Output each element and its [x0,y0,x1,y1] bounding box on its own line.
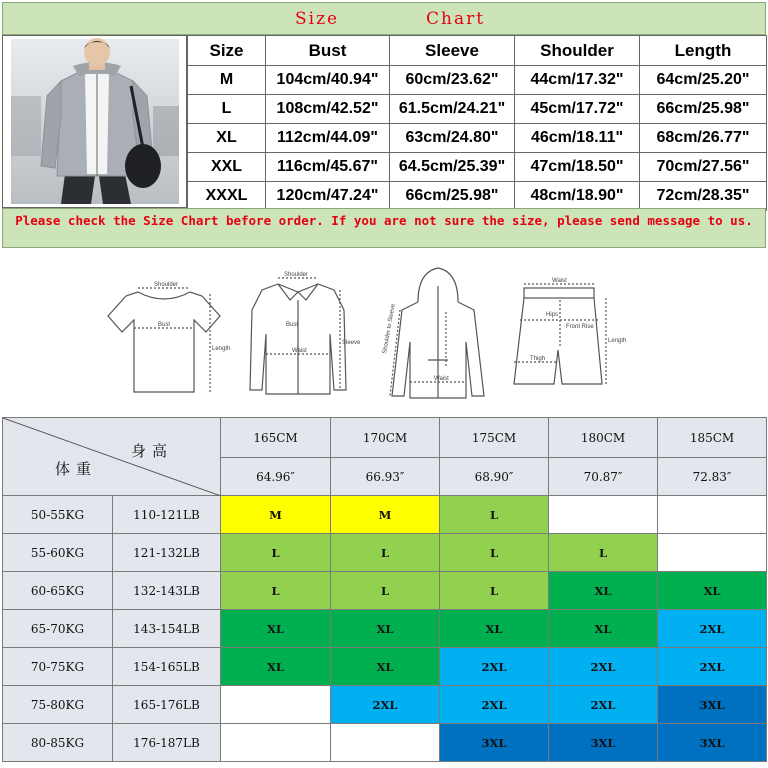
product-photo [2,35,187,208]
label-shoulder: Shoulder [154,282,179,288]
weight-row [3,610,767,648]
weight-kg: 75-80KG [3,686,113,724]
height-cm-175: 175CM [440,418,549,458]
size-cell: 2XL [331,686,440,724]
weight-row [3,496,767,534]
size-cell: L [221,572,331,610]
weight-lb: 132-143LB [113,572,221,610]
corner-header-cell [3,418,221,496]
label-hoodie-waist: Waist [434,376,449,382]
length-value: 68cm/26.77" [640,124,767,153]
shoulder-value: 46cm/18.11" [515,124,640,153]
shoulder-value: 47cm/18.50" [515,153,640,182]
weight-lb: 110-121LB [113,496,221,534]
size-cell [549,496,658,534]
size-cell: XL [221,610,331,648]
label-thigh: Thigh [530,356,546,362]
header-shoulder: Shoulder [515,36,640,66]
height-weight-grid [2,417,767,762]
size-cell: 2XL [440,686,549,724]
height-in-165: 64.96″ [221,458,331,496]
label-waist: Waist [292,348,307,354]
size-cell: 2XL [440,648,549,686]
weight-row [3,724,767,762]
label-shirt-bust: Bust [286,322,299,328]
size-cell: L [549,534,658,572]
title-size: Size [295,9,340,29]
size-cell: XL [331,648,440,686]
weight-row [3,534,767,572]
header-length: Length [640,36,767,66]
height-in-180: 70.87″ [549,458,658,496]
length-value: 70cm/27.56" [640,153,767,182]
table-row [188,95,767,124]
weight-kg: 55-60KG [3,534,113,572]
size-cell: M [221,496,331,534]
size-cell: XL [549,610,658,648]
weight-row [3,686,767,724]
table-row [188,153,767,182]
label-shorts-waist: Waist [552,278,567,284]
size-notice: Please check the Size Chart before order. If you are not sure the size, please send message to us. [2,208,766,248]
size-cell: L [440,572,549,610]
height-cm-row [3,418,767,458]
size-cell: L [331,534,440,572]
size-cell: XL [658,572,767,610]
size-cell [331,724,440,762]
table-row [188,124,767,153]
weight-lb: 165-176LB [113,686,221,724]
label-shirt-shoulder: Shoulder [284,272,309,278]
size-cell: 3XL [658,686,767,724]
shoulder-value: 48cm/18.90" [515,182,640,211]
size-label: XL [188,124,266,153]
size-cell: 3XL [440,724,549,762]
size-cell: XL [549,572,658,610]
size-cell: 2XL [549,686,658,724]
size-cell [658,534,767,572]
shorts-diagram [514,278,626,384]
header-bust: Bust [266,36,390,66]
bust-value: 116cm/45.67" [266,153,390,182]
label-shorts-length: Length [608,338,627,344]
label-front-rise: Front Rise [566,324,594,330]
size-cell: L [331,572,440,610]
weight-lb: 143-154LB [113,610,221,648]
header-size: Size [188,36,266,66]
size-label: XXXL [188,182,266,211]
height-cm-165: 165CM [221,418,331,458]
size-cell [658,496,767,534]
weight-kg: 65-70KG [3,610,113,648]
length-value: 72cm/28.35" [640,182,767,211]
hoodie-diagram [382,268,484,398]
weight-kg: 70-75KG [3,648,113,686]
size-cell: 2XL [658,610,767,648]
weight-row [3,572,767,610]
label-bust: Bust [158,322,171,328]
garment-diagrams [0,250,768,416]
bust-value: 104cm/40.94" [266,66,390,95]
bust-value: 112cm/44.09" [266,124,390,153]
table-row [188,182,767,211]
size-cell: 2XL [549,648,658,686]
size-label: L [188,95,266,124]
size-label: XXL [188,153,266,182]
length-value: 66cm/25.98" [640,95,767,124]
sleeve-value: 64.5cm/25.39" [390,153,515,182]
sleeve-value: 66cm/25.98" [390,182,515,211]
height-in-185: 72.83″ [658,458,767,496]
weight-lb: 154-165LB [113,648,221,686]
bust-value: 120cm/47.24" [266,182,390,211]
table-row [188,66,767,95]
size-table-header-row [188,36,767,66]
weight-lb: 176-187LB [113,724,221,762]
weight-header: 体重 [55,460,98,478]
shoulder-value: 45cm/17.72" [515,95,640,124]
size-cell: 3XL [658,724,767,762]
size-cell [221,686,331,724]
size-cell: 3XL [549,724,658,762]
size-cell: XL [440,610,549,648]
size-cell: L [221,534,331,572]
title-chart: Chart [426,9,486,29]
size-table [187,35,767,211]
shirt-diagram [250,272,361,394]
label-length: Length [212,346,231,352]
size-label: M [188,66,266,95]
size-cell: M [331,496,440,534]
length-value: 64cm/25.20" [640,66,767,95]
size-cell: XL [331,610,440,648]
label-hips: Hips [546,312,559,318]
height-cm-185: 185CM [658,418,767,458]
weight-lb: 121-132LB [113,534,221,572]
shoulder-value: 44cm/17.32" [515,66,640,95]
size-cell: L [440,496,549,534]
height-header: 身高 [131,442,174,460]
height-cm-170: 170CM [331,418,440,458]
sleeve-value: 63cm/24.80" [390,124,515,153]
size-cell: L [440,534,549,572]
header-sleeve: Sleeve [390,36,515,66]
weight-kg: 50-55KG [3,496,113,534]
height-in-170: 66.93″ [331,458,440,496]
weight-kg: 60-65KG [3,572,113,610]
size-cell [221,724,331,762]
size-cell: XL [221,648,331,686]
size-cell: 2XL [658,648,767,686]
height-cm-180: 180CM [549,418,658,458]
tshirt-diagram [108,282,230,392]
label-sleeve: Sleeve [342,340,361,346]
height-in-175: 68.90″ [440,458,549,496]
label-shoulder-to-sleeve: Shoulder to Sleeve [382,303,397,355]
size-chart-title-bar [2,2,766,35]
bust-value: 108cm/42.52" [266,95,390,124]
sleeve-value: 61.5cm/24.21" [390,95,515,124]
sleeve-value: 60cm/23.62" [390,66,515,95]
weight-row [3,648,767,686]
weight-kg: 80-85KG [3,724,113,762]
